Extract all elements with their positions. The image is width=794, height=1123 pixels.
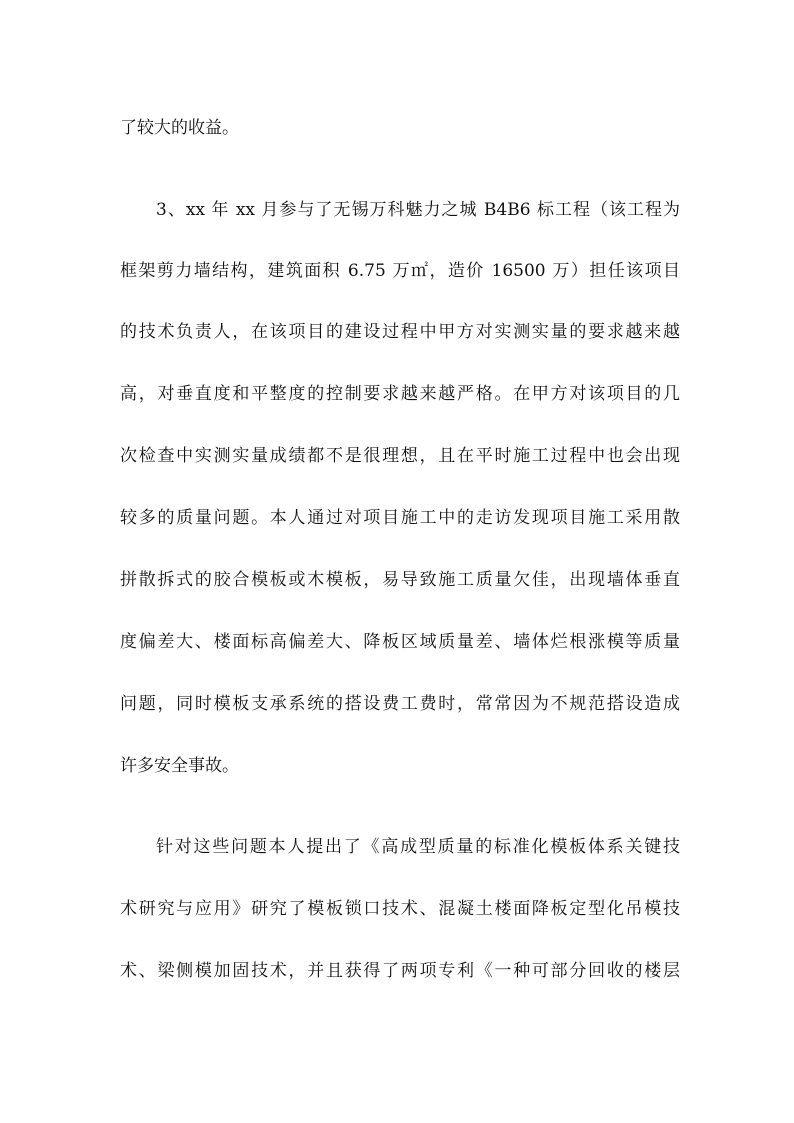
paragraph-3-line-3: 术、梁侧模加固技术，并且获得了两项专利《一种可部分回收的楼层: [120, 961, 680, 981]
paragraph-2-line-4: 高，对垂直度和平整度的控制要求越来越严格。在甲方对该项目的几: [120, 384, 680, 404]
paragraph-2-line-6: 较多的质量问题。本人通过对项目施工中的走访发现项目施工采用散: [120, 508, 680, 528]
paragraph-2-line-8: 度偏差大、楼面标高偏差大、降板区域质量差、墙体烂根涨模等质量: [120, 632, 680, 652]
paragraph-2-line-5: 次检查中实测实量成绩都不是很理想，且在平时施工过程中也会出现: [120, 446, 680, 466]
paragraph-2-line-7: 拼散拆式的胶合模板或木模板，易导致施工质量欠佳，出现墙体垂直: [120, 570, 680, 590]
paragraph-3-line-1: 针对这些问题本人提出了《高成型质量的标准化模板体系关键技: [156, 837, 680, 857]
paragraph-2-line-2: 框架剪力墙结构，建筑面积 6.75 万㎡，造价 16500 万）担任该项目: [120, 261, 680, 281]
paragraph-3-line-2: 术研究与应用》研究了模板锁口技术、混凝土楼面降板定型化吊模技: [120, 899, 680, 919]
paragraph-1-line-1: 了较大的收益。: [120, 118, 239, 138]
paragraph-2-line-3: 的技术负责人，在该项目的建设过程中甲方对实测实量的要求越来越: [120, 322, 680, 342]
paragraph-2-line-10: 许多安全事故。: [120, 756, 239, 776]
paragraph-2-line-1: 3、xx 年 xx 月参与了无锡万科魅力之城 B4B6 标工程（该工程为: [156, 200, 680, 220]
paragraph-2-line-9: 问题，同时模板支承系统的搭设费工费时，常常因为不规范搭设造成: [120, 694, 680, 714]
